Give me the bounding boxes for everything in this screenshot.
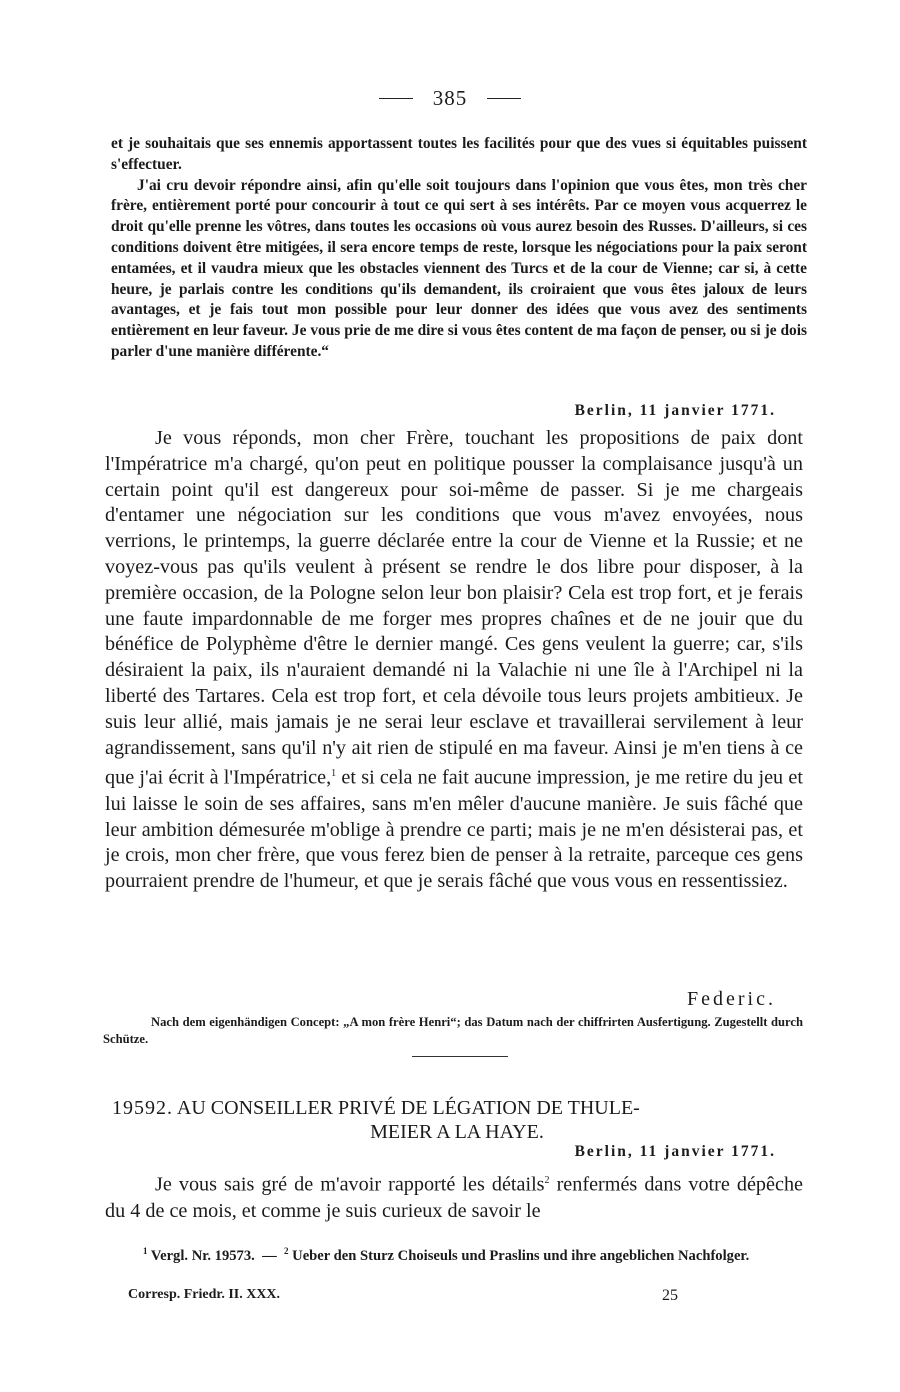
header-rule-left xyxy=(379,98,413,99)
footnote-1: Vergl. Nr. 19573. xyxy=(150,1247,255,1264)
section-separator xyxy=(412,1056,508,1057)
letter-19592-body xyxy=(105,1168,803,1224)
heading-title-line-2: MEIER A LA HAYE. xyxy=(370,1121,544,1143)
quoted-letter-paragraph-1: et je souhaitais que ses ennemis apportassent toutes les facilités pour que des vues si équitables puissent s'effectuer. xyxy=(111,135,807,173)
letter-19592-text: Je vous sais gré de m'avoir rapporté les détails xyxy=(155,1173,545,1196)
source-note xyxy=(103,1014,803,1048)
footnote-ref-2: 2 xyxy=(544,1175,550,1186)
heading-line-1 xyxy=(112,1096,802,1120)
source-note-text: Nach dem eigenhändigen Concept: „A mon frère Henri“; das Datum nach der chiffrirten Ausfertigung. Zugestellt durch Schütze. xyxy=(103,1015,803,1046)
letter-19592-paragraph xyxy=(105,1168,803,1224)
reply-body xyxy=(105,426,803,895)
footnotes xyxy=(103,1241,803,1266)
collection-title: Corresp. Friedr. II. XXX. xyxy=(128,1287,281,1302)
footnote-line xyxy=(103,1241,803,1266)
footnote-1-mark: 1 xyxy=(143,1246,148,1256)
quoted-letter xyxy=(111,134,807,363)
letter-number: 19592. xyxy=(112,1097,173,1119)
letter-heading xyxy=(112,1096,802,1144)
letter-19592-text-rest: renfermés dans votre dépêche du 4 de ce mois, et comme je suis curieux de savoir le xyxy=(105,1173,803,1222)
reply-letter xyxy=(105,426,803,895)
page-footer xyxy=(128,1287,688,1303)
reply-body-text: Je vous réponds, mon cher Frère, touchant les propositions de paix dont l'Impératrice m'a chargé, qu'on peut en politique pousser la complaisance jusqu'à un certain point qu'il est dangereux pour soi-même de passer. Si je me chargeais d'entamer une négociation sur les conditions que vous m'avez envoyées, nous verrions, le printemps, la guerre déclarée entre la cour de Vienne et la Russie; et ne voyez-vous pas qu'ils veulent à présent se rendre le dos libre pour disposer, à la première occasion, de la Pologne selon leur bon plaisir? Cela est trop fort, et je ferais une faute impardonnable de me forger mes propres chaînes et de ne jouir que du bénéfice de Polyphème d'être le dernier mangé. Ces gens veulent la guerre; car, s'ils désiraient la paix, ils n'auraient demandé ni la Valachie ni une île à l'Archipel ni la liberté des Tartares. Cela est trop fort, et cela dévoile tous leurs projets ambitieux. Je suis leur allié, mais jamais je ne serai leur esclave et travaillerai servilement à leur agrandissement, sans qu'il n'y ait rien de stipulé en ma faveur. Ainsi je m'en tiens à ce que j'ai écrit à l'Impératrice, xyxy=(105,427,803,790)
header-rule-right xyxy=(487,98,521,99)
footnote-dash: — xyxy=(262,1247,277,1264)
page-number: 385 xyxy=(432,86,468,110)
letter-19592-dateline: Berlin, 11 janvier 1771. xyxy=(574,1143,776,1160)
footnote-2-mark: 2 xyxy=(284,1246,289,1256)
footnote-2: Ueber den Sturz Choiseuls und Praslins und ihre angeblichen Nachfolger. xyxy=(292,1247,750,1264)
footnote-ref-1: 1 xyxy=(331,768,337,780)
signature: Federic. xyxy=(687,988,776,1010)
quoted-letter-paragraph-2: J'ai cru devoir répondre ainsi, afin qu'elle soit toujours dans l'opinion que vous êtes, mon très cher frère, entièrement porté pour concourir à tout ce qui sert à ses intérêts. Par ce moyen vous acquerrez le droit qu'elle prenne les vôtres, dans toutes les occasions où vous aurez besoin des Russes. D'ailleurs, si ces conditions doivent être mitigées, il sera encore temps de reste, lorsque les négociations pour la paix seront entamées, et il vaudra mieux que les obstacles viennent des Turcs et de la cour de Vienne; car si, à cette heure, je parlais contre les conditions qu'ils demandent, ils croiraient que vous êtes jaloux de leurs avantages, et je fais tout mon possible pour leur donner des idées que vous avez des sentiments entièrement en leur faveur. Je vous prie de me dire si vous êtes content de ma façon de penser, ou si je dois parler d'une manière différente.“ xyxy=(111,176,807,360)
reply-dateline: Berlin, 11 janvier 1771. xyxy=(574,402,776,419)
heading-title-line-1: AU CONSEILLER PRIVÉ DE LÉGATION DE THULE- xyxy=(176,1097,640,1119)
reply-body-text-cont: et si cela ne fait aucune impression, je me retire du jeu et lui laisse le soin de ses affaires, sans m'en mêler d'aucune manière. Je suis fâché que leur ambition démesurée m'oblige à prendre ce parti; mais je ne m'en désisterai pas, et je crois, mon cher frère, que vous ferez bien de penser à la retraite, parceque ces gens pourraient prendre de l'humeur, et que je serais fâché que vous vous en ressentissiez. xyxy=(105,767,803,893)
signature-mark: 25 xyxy=(662,1287,678,1304)
page-header xyxy=(0,86,900,111)
